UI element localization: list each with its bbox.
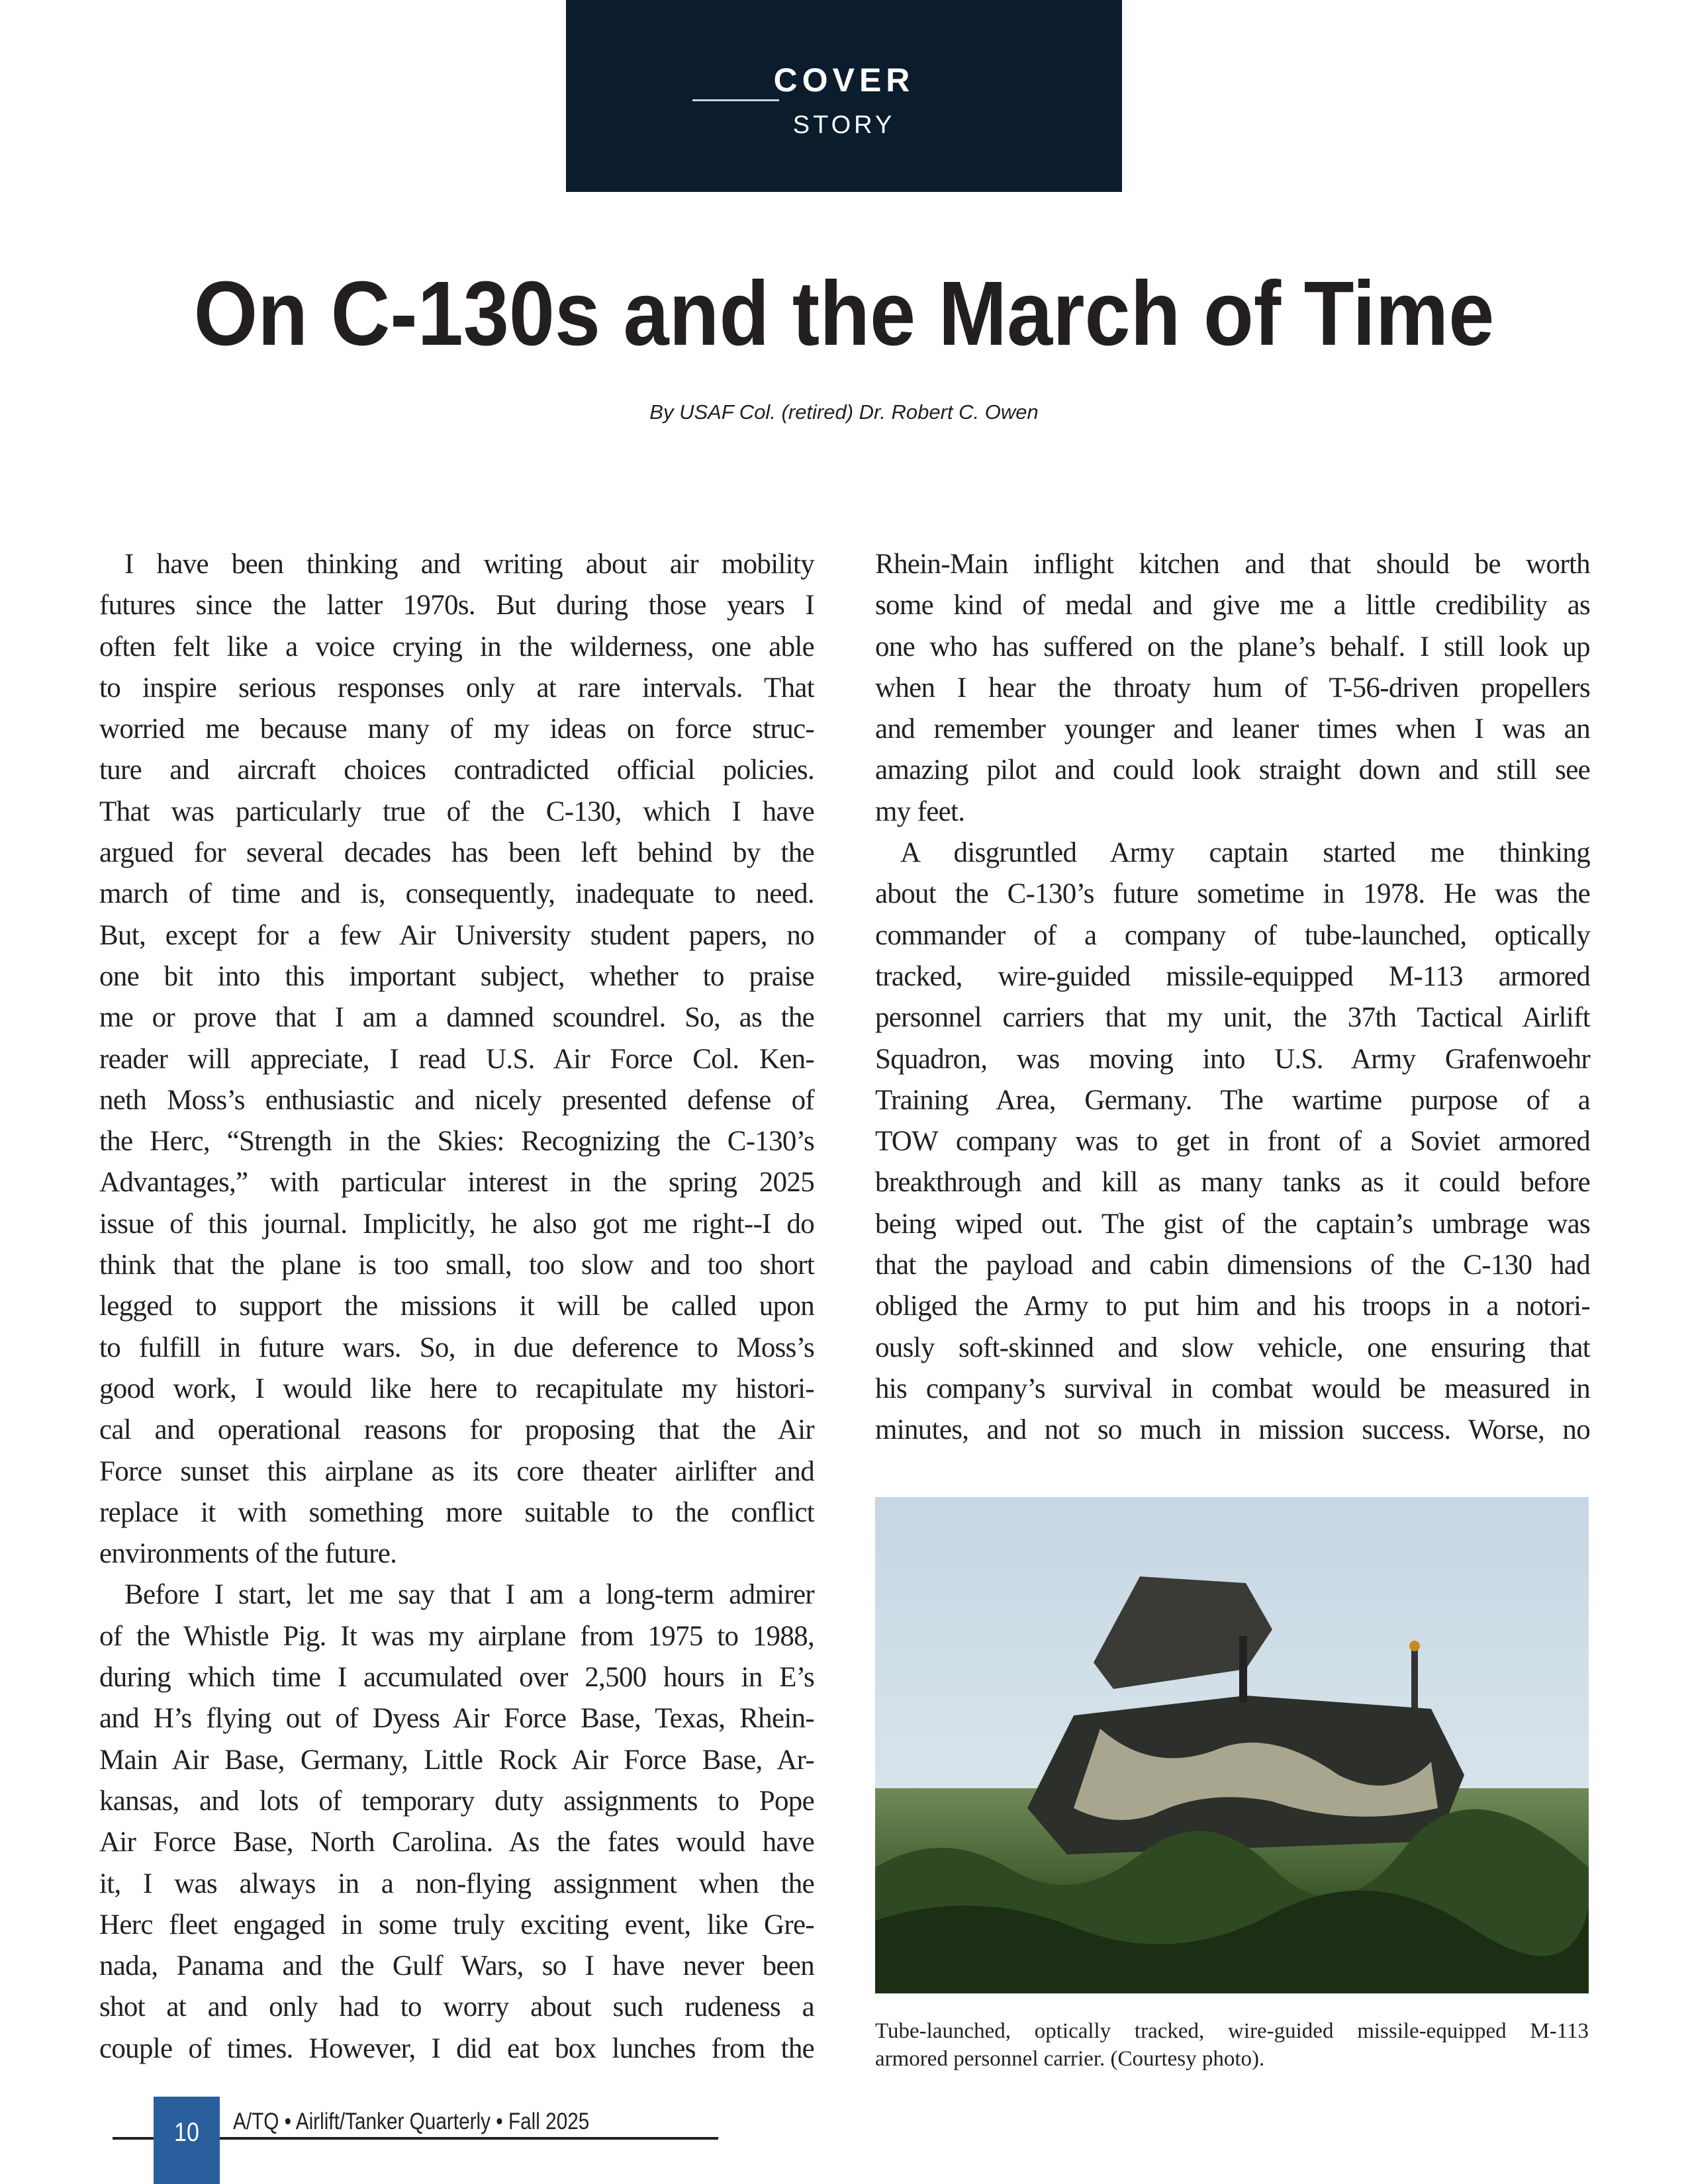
- body-text-line: tracked, wire-guided missile-equipped M-113 armored: [875, 960, 1590, 992]
- body-text-line: often felt like a voice crying in the wilderness, one able: [99, 631, 814, 662]
- body-text-line: to inspire serious responses only at rare intervals. That: [99, 672, 814, 704]
- body-text-line: worried me because many of my ideas on force struc-: [99, 713, 814, 745]
- body-text-line: neth Moss’s enthusiastic and nicely presented defense of: [99, 1084, 814, 1116]
- body-text-line: ously soft-skinned and slow vehicle, one ensuring that: [875, 1332, 1590, 1363]
- body-text-line: personnel carriers that my unit, the 37th Tactical Airlift: [875, 1002, 1590, 1034]
- body-text-line: Rhein-Main inflight kitchen and that should be worth: [875, 549, 1590, 580]
- body-text-line: kansas, and lots of temporary duty assignments to Pope: [99, 1785, 814, 1817]
- body-text-line: replace it with something more suitable to the conflict: [99, 1496, 814, 1528]
- body-text-line: being wiped out. The gist of the captain’s umbrage was: [875, 1208, 1590, 1240]
- body-text-line: me or prove that I am a damned scoundrel. So, as the: [99, 1002, 814, 1034]
- body-text-line: shot at and only had to worry about such rudeness a: [99, 1991, 814, 2023]
- body-text-line: cal and operational reasons for proposing that the Air: [99, 1414, 814, 1446]
- article-byline: By USAF Col. (retired) Dr. Robert C. Owen: [649, 400, 1039, 424]
- body-text-line: Advantages,” with particular interest in the spring 2025: [99, 1167, 814, 1199]
- right-text-column: [875, 544, 1590, 1451]
- body-text-line: environments of the future.: [99, 1538, 397, 1570]
- article-title: On C-130s and the March of Time: [193, 263, 1495, 365]
- body-text-line: obliged the Army to put him and his troops in a notori-: [875, 1291, 1590, 1322]
- caption-line: armored personnel carrier. (Courtesy photo).: [875, 2047, 1265, 2071]
- body-text-line: couple of times. However, I did eat box lunches from the: [99, 2032, 814, 2064]
- body-text-line: Force sunset this airplane as its core theater airlifter and: [99, 1455, 814, 1487]
- body-text-line: my feet.: [875, 796, 965, 827]
- body-text-line: issue of this journal. Implicitly, he also got me right--I do: [99, 1208, 814, 1240]
- body-text-line: I have been thinking and writing about air mobility: [124, 549, 814, 580]
- photo-caption: [875, 2017, 1589, 2073]
- caption-line: Tube-launched, optically tracked, wire-guided missile-equipped M-113: [875, 2019, 1589, 2043]
- publication-footer: A/TQ • Airlift/Tanker Quarterly • Fall 2025: [233, 2109, 590, 2134]
- body-text-line: of the Whistle Pig. It was my airplane from 1975 to 1988,: [99, 1620, 814, 1652]
- body-text-line: Herc fleet engaged in some truly exciting event, like Gre-: [99, 1909, 814, 1940]
- body-text-line: Training Area, Germany. The wartime purpose of a: [875, 1084, 1590, 1116]
- body-text-line: it, I was always in a non-flying assignment when the: [99, 1868, 814, 1899]
- body-text-line: march of time and is, consequently, inadequate to need.: [99, 878, 814, 910]
- body-text-line: one bit into this important subject, whether to praise: [99, 960, 814, 992]
- body-text-line: when I hear the throaty hum of T-56-driven propellers: [875, 672, 1590, 704]
- body-text-line: minutes, and not so much in mission success. Worse, no: [875, 1414, 1590, 1446]
- page-number: 10: [174, 2118, 199, 2147]
- body-text-line: that the payload and cabin dimensions of the C-130 had: [875, 1250, 1590, 1281]
- body-text-line: think that the plane is too small, too slow and too short: [99, 1250, 814, 1281]
- body-text-line: ture and aircraft choices contradicted official policies.: [99, 754, 814, 786]
- body-text-line: futures since the latter 1970s. But during those years I: [99, 590, 814, 621]
- body-text-line: nada, Panama and the Gulf Wars, so I have never been: [99, 1950, 814, 1982]
- body-text-line: the Herc, “Strength in the Skies: Recognizing the C-130’s: [99, 1126, 814, 1158]
- article-photo: [875, 1497, 1589, 1993]
- body-text-line: amazing pilot and could look straight down and still see: [875, 754, 1590, 786]
- body-text-line: about the C-130’s future sometime in 1978. He was the: [875, 878, 1590, 910]
- m113-carrier-photo: [875, 1497, 1589, 1993]
- section-label-story: STORY: [792, 111, 896, 139]
- body-text-line: legged to support the missions it will be called upon: [99, 1291, 814, 1322]
- body-text-line: to fulfill in future wars. So, in due deference to Moss’s: [99, 1332, 814, 1363]
- body-text-line: A disgruntled Army captain started me thinking: [900, 837, 1590, 869]
- section-label-divider: [692, 99, 779, 101]
- body-text-line: Air Force Base, North Carolina. As the fates would have: [99, 1827, 814, 1858]
- body-text-line: good work, I would like here to recapitulate my histori-: [99, 1373, 814, 1404]
- body-text-line: breakthrough and kill as many tanks as it could before: [875, 1167, 1590, 1199]
- body-text-line: and H’s flying out of Dyess Air Force Base, Texas, Rhein-: [99, 1703, 814, 1735]
- left-text-column: [99, 544, 814, 2070]
- body-text-line: reader will appreciate, I read U.S. Air Force Col. Ken-: [99, 1043, 814, 1075]
- body-text-line: and remember younger and leaner times when I was an: [875, 713, 1590, 745]
- body-text-line: But, except for a few Air University student papers, no: [99, 919, 814, 951]
- body-text-line: his company’s survival in combat would be measured in: [875, 1373, 1590, 1404]
- body-text-line: some kind of medal and give me a little credibility as: [875, 590, 1590, 621]
- body-text-line: commander of a company of tube-launched, optically: [875, 919, 1590, 951]
- body-text-line: That was particularly true of the C-130, which I have: [99, 796, 814, 827]
- body-text-line: during which time I accumulated over 2,500 hours in E’s: [99, 1662, 814, 1694]
- body-text-line: argued for several decades has been left behind by the: [99, 837, 814, 869]
- body-text-line: Main Air Base, Germany, Little Rock Air Force Base, Ar-: [99, 1744, 814, 1776]
- body-text-line: Before I start, let me say that I am a long-term admirer: [124, 1579, 814, 1611]
- body-text-line: TOW company was to get in front of a Soviet armored: [875, 1126, 1590, 1158]
- section-label-cover: COVER: [773, 62, 915, 99]
- body-text-line: Squadron, was moving into U.S. Army Grafenwoehr: [875, 1043, 1590, 1075]
- body-text-line: one who has suffered on the plane’s behalf. I still look up: [875, 631, 1590, 662]
